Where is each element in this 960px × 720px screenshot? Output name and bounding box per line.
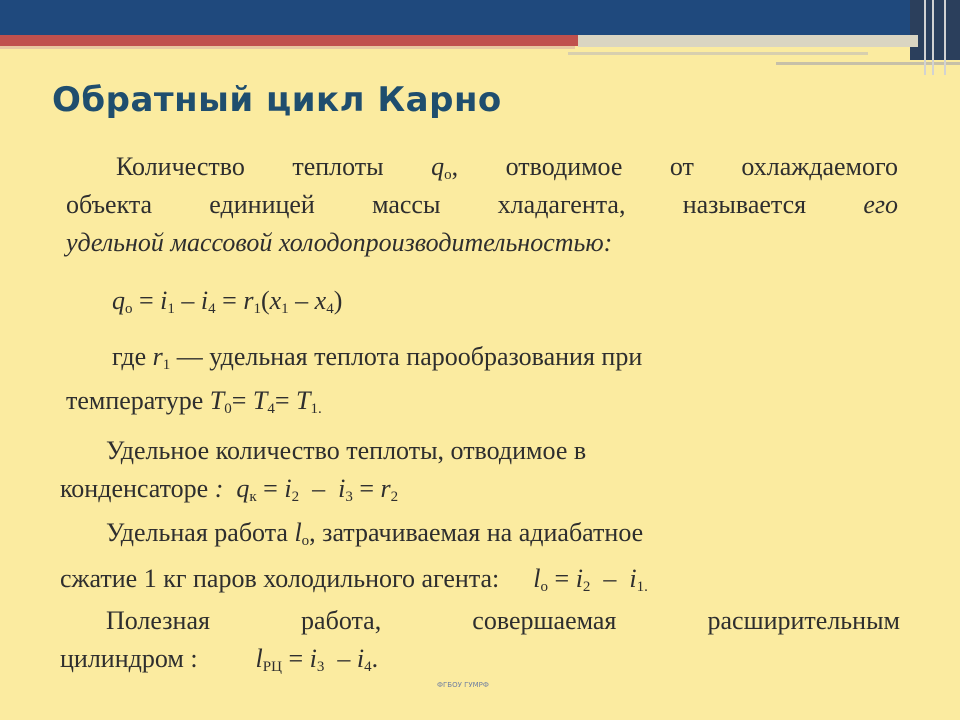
symbol-i: i: [338, 474, 346, 503]
subscript: 2: [390, 489, 399, 505]
operator: =: [274, 386, 297, 415]
text-line: [60, 514, 900, 552]
operator: =: [256, 474, 285, 503]
subscript: 1.: [636, 579, 648, 595]
symbol-l: l: [255, 644, 263, 673]
subscript: 4: [208, 301, 216, 317]
operator: =: [231, 386, 253, 415]
header-grey-bar: [578, 35, 918, 47]
subscript: 2: [582, 579, 591, 595]
text-span: сжатие 1 кг паров холодильного агента:: [60, 564, 500, 593]
subscript: РЦ: [262, 659, 282, 675]
symbol-T: T: [296, 386, 311, 415]
text-span: — удельная теплота парообразования при: [170, 342, 643, 371]
header-vertical-line: [932, 0, 934, 75]
symbol-i: i: [629, 564, 637, 593]
symbol-i: i: [284, 474, 292, 503]
header-vertical-line: [944, 0, 946, 75]
text-line: [66, 338, 898, 376]
text-span: где: [112, 342, 153, 371]
symbol-i: i: [200, 286, 209, 315]
symbol-x: x: [269, 286, 282, 315]
subscript: 1: [281, 301, 289, 317]
subscript: 1: [167, 301, 175, 317]
text-span: Количество теплоты: [116, 152, 432, 181]
symbol-l: l: [294, 518, 302, 547]
subscript: 1.: [310, 401, 322, 417]
paragraph-condenser: [60, 432, 900, 508]
operator: =: [215, 286, 244, 315]
text-line: Полезная работа, совершаемая расширительным: [106, 606, 900, 635]
symbol-T: T: [209, 386, 225, 415]
subscript: 4: [326, 301, 334, 317]
text-span: объекта единицей массы хладагента, называется: [66, 190, 807, 219]
text-span: .: [371, 644, 379, 673]
subscript: 3: [316, 659, 325, 675]
text-line: Удельное количество теплоты, отводимое в: [106, 436, 587, 465]
text-span: конденсаторе: [60, 474, 215, 503]
symbol-T: T: [252, 386, 268, 415]
paragraph-useful-work: [60, 602, 900, 678]
symbol-i: i: [160, 286, 168, 315]
symbol-r: r: [380, 474, 391, 503]
subscript: o: [301, 533, 310, 549]
italic-term: его: [863, 190, 898, 219]
paragraph-where: [66, 338, 898, 420]
text-span: , отводимое от охлаждаемого: [451, 152, 899, 181]
header-band: [0, 0, 960, 35]
operator: ): [333, 286, 343, 315]
operator: –: [288, 286, 315, 315]
subscript: 0: [224, 401, 232, 417]
symbol-q: q: [236, 474, 250, 503]
subscript: 2: [291, 489, 300, 505]
footer-organization: ФГБОУ ГУМРФ: [437, 681, 489, 689]
symbol-x: x: [314, 286, 327, 315]
text-line: [60, 560, 900, 598]
symbol-l: l: [533, 564, 541, 593]
subscript: 1: [253, 301, 261, 317]
text-line: [66, 186, 898, 224]
operator: :: [214, 474, 237, 503]
symbol-r: r: [152, 342, 163, 371]
subscript: o: [125, 301, 133, 317]
operator: –: [174, 286, 201, 315]
text-line: [66, 148, 898, 186]
accent-stripe: [0, 35, 580, 46]
paragraph-work-compression: [60, 514, 900, 598]
header-vertical-line: [924, 0, 926, 75]
subscript: 4: [364, 659, 372, 675]
header-corner: [910, 0, 960, 60]
subscript: 3: [345, 489, 353, 505]
symbol-q: q: [112, 286, 125, 315]
text-line: [60, 470, 900, 508]
subscript: к: [249, 489, 257, 505]
operator: =: [281, 644, 310, 673]
header-thin-line: [568, 52, 868, 55]
symbol-i: i: [309, 644, 317, 673]
operator: –: [324, 644, 357, 673]
text-span: температуре: [66, 386, 210, 415]
operator: (: [260, 286, 270, 315]
text-span: , затрачиваемая на адиабатное: [309, 518, 644, 547]
subscript: 1: [162, 357, 171, 373]
operator: =: [132, 286, 161, 315]
operator: =: [548, 564, 576, 593]
operator: =: [352, 474, 381, 503]
text-span: цилиндром :: [60, 644, 198, 673]
text-line: [66, 382, 898, 420]
operator: –: [299, 474, 339, 503]
accent-stripe-shadow: [0, 46, 575, 49]
operator: –: [590, 564, 630, 593]
italic-term: удельной массовой холодопроизводительностью:: [66, 228, 613, 257]
symbol-i: i: [356, 644, 365, 673]
subscript: o: [540, 579, 549, 595]
paragraph-definition: [66, 148, 898, 262]
symbol-i: i: [575, 564, 583, 593]
text-line: [60, 640, 900, 678]
symbol-q: q: [431, 152, 445, 181]
subscript: 4: [267, 401, 275, 417]
slide-title: Обратный цикл Карно: [52, 80, 502, 120]
symbol-r: r: [243, 286, 254, 315]
text-span: Удельная работа: [106, 518, 295, 547]
text-line: [66, 224, 898, 262]
subscript: o: [444, 167, 452, 183]
formula-q0: [112, 282, 342, 320]
